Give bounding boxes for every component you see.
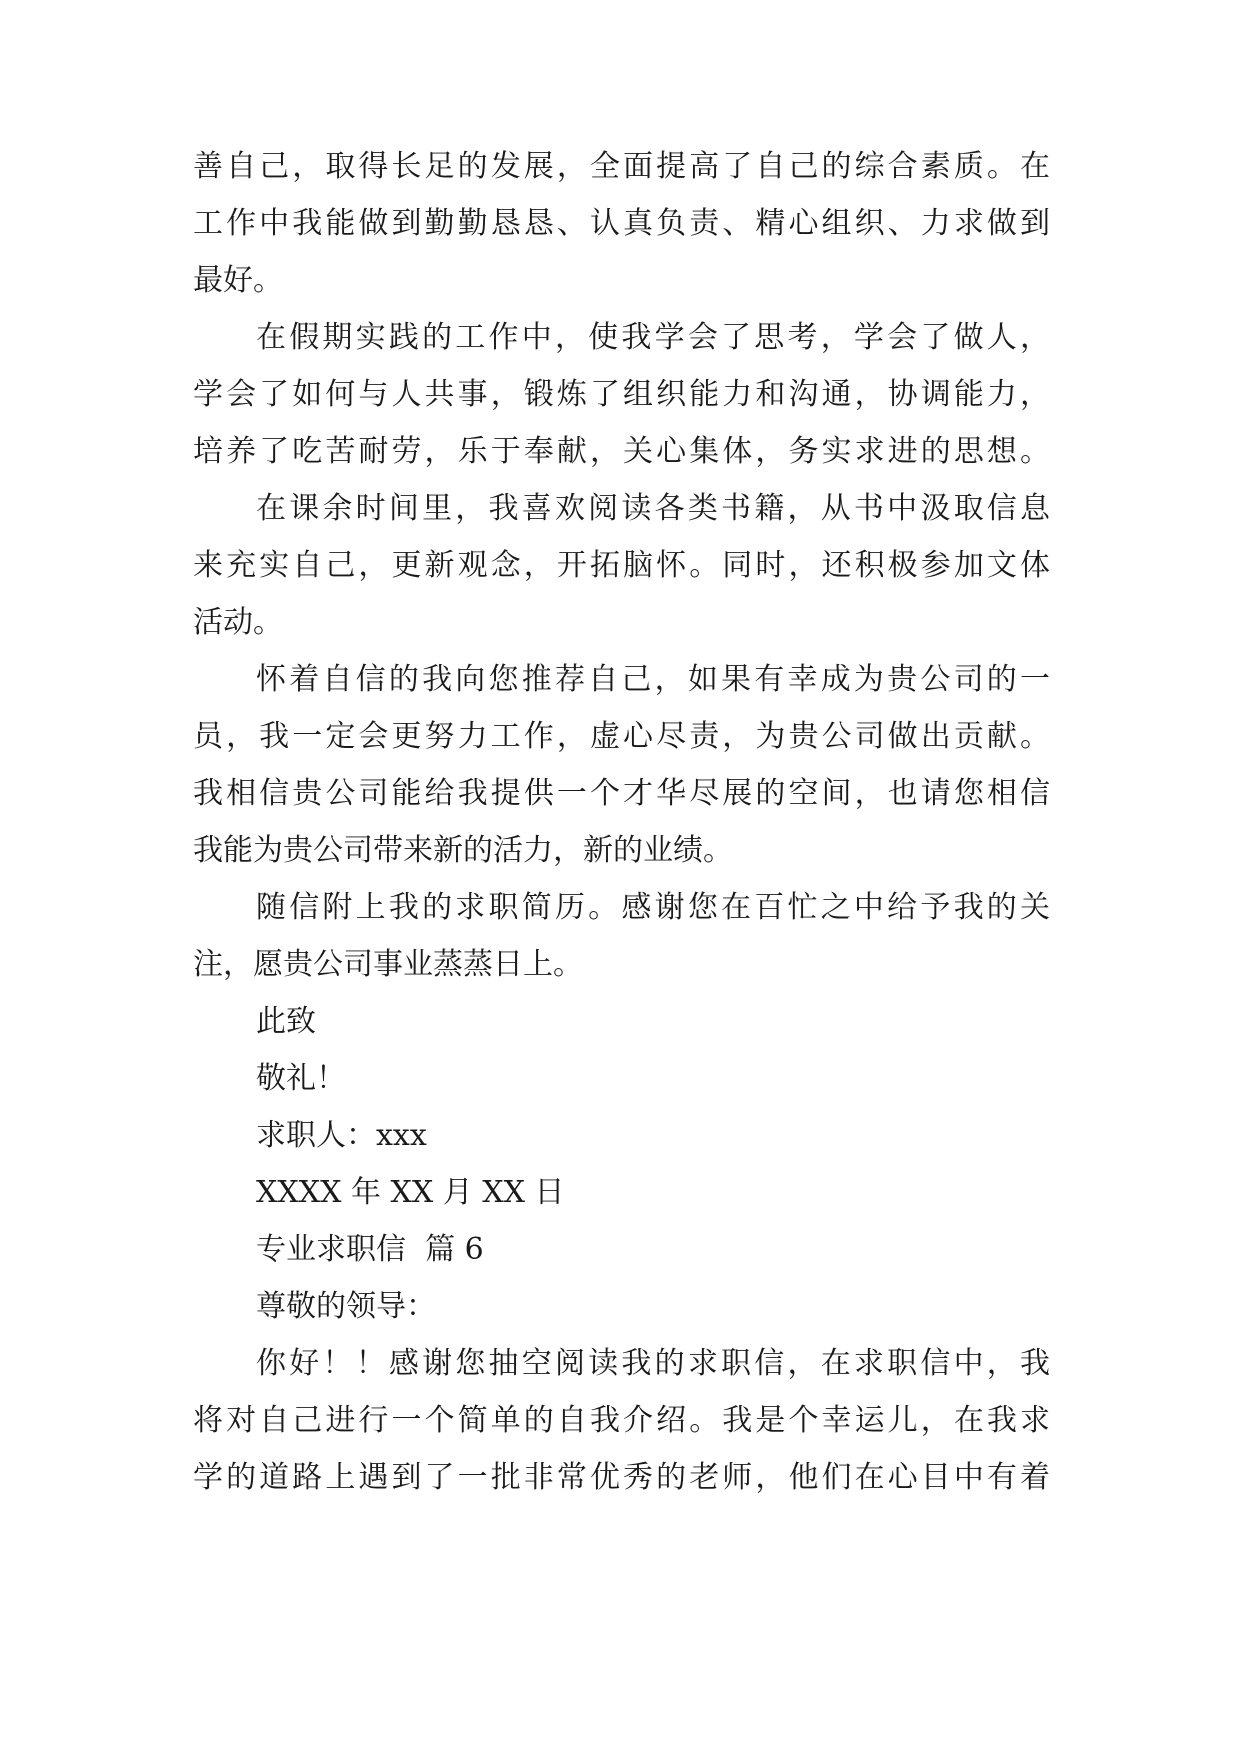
paragraph-first-line: 怀着自信的我向您推荐自己，如果有幸成为贵公司的一 [256, 662, 1050, 697]
text-line: 最好。 [193, 263, 283, 298]
text-line: 我相信贵公司能给我提供一个才华尽展的空间，也请您相信 [193, 776, 1050, 811]
paragraph-first-line: 在假期实践的工作中，使我学会了思考，学会了做人， [256, 320, 1050, 355]
text-line: 活动。 [193, 605, 283, 640]
letter-date: XXXX 年 XX 月 XX 日 [256, 1175, 565, 1210]
text-line: 学会了如何与人共事，锻炼了组织能力和沟通，协调能力， [193, 377, 1050, 412]
paragraph-first-line: 你好！！感谢您抽空阅读我的求职信，在求职信中，我 [256, 1346, 1050, 1381]
text-line: 我能为贵公司带来新的活力，新的业绩。 [193, 833, 733, 868]
text-line: 员，我一定会更努力工作，虚心尽责，为贵公司做出贡献。 [193, 719, 1050, 754]
paragraph-first-line: 在课余时间里，我喜欢阅读各类书籍，从书中汲取信息 [256, 491, 1050, 526]
text-line: 善自己，取得长足的发展，全面提高了自己的综合素质。在 [193, 149, 1050, 184]
closing-salutation: 此致 [256, 1004, 316, 1039]
letter-greeting: 尊敬的领导： [256, 1289, 436, 1324]
closing-regards: 敬礼！ [256, 1061, 346, 1096]
section-heading: 专业求职信 篇 6 [256, 1232, 484, 1267]
text-line: 来充实自己，更新观念，开拓脑怀。同时，还积极参加文体 [193, 548, 1050, 583]
applicant-signature: 求职人：xxx [256, 1118, 427, 1153]
text-line: 注，愿贵公司事业蒸蒸日上。 [193, 947, 583, 982]
text-line: 将对自己进行一个简单的自我介绍。我是个幸运儿，在我求 [193, 1403, 1050, 1438]
text-line: 培养了吃苦耐劳，乐于奉献，关心集体，务实求进的思想。 [193, 434, 1050, 469]
paragraph-first-line: 随信附上我的求职简历。感谢您在百忙之中给予我的关 [256, 890, 1050, 925]
text-line: 工作中我能做到勤勤恳恳、认真负责、精心组织、力求做到 [193, 206, 1050, 241]
text-line: 学的道路上遇到了一批非常优秀的老师，他们在心目中有着 [193, 1460, 1050, 1495]
